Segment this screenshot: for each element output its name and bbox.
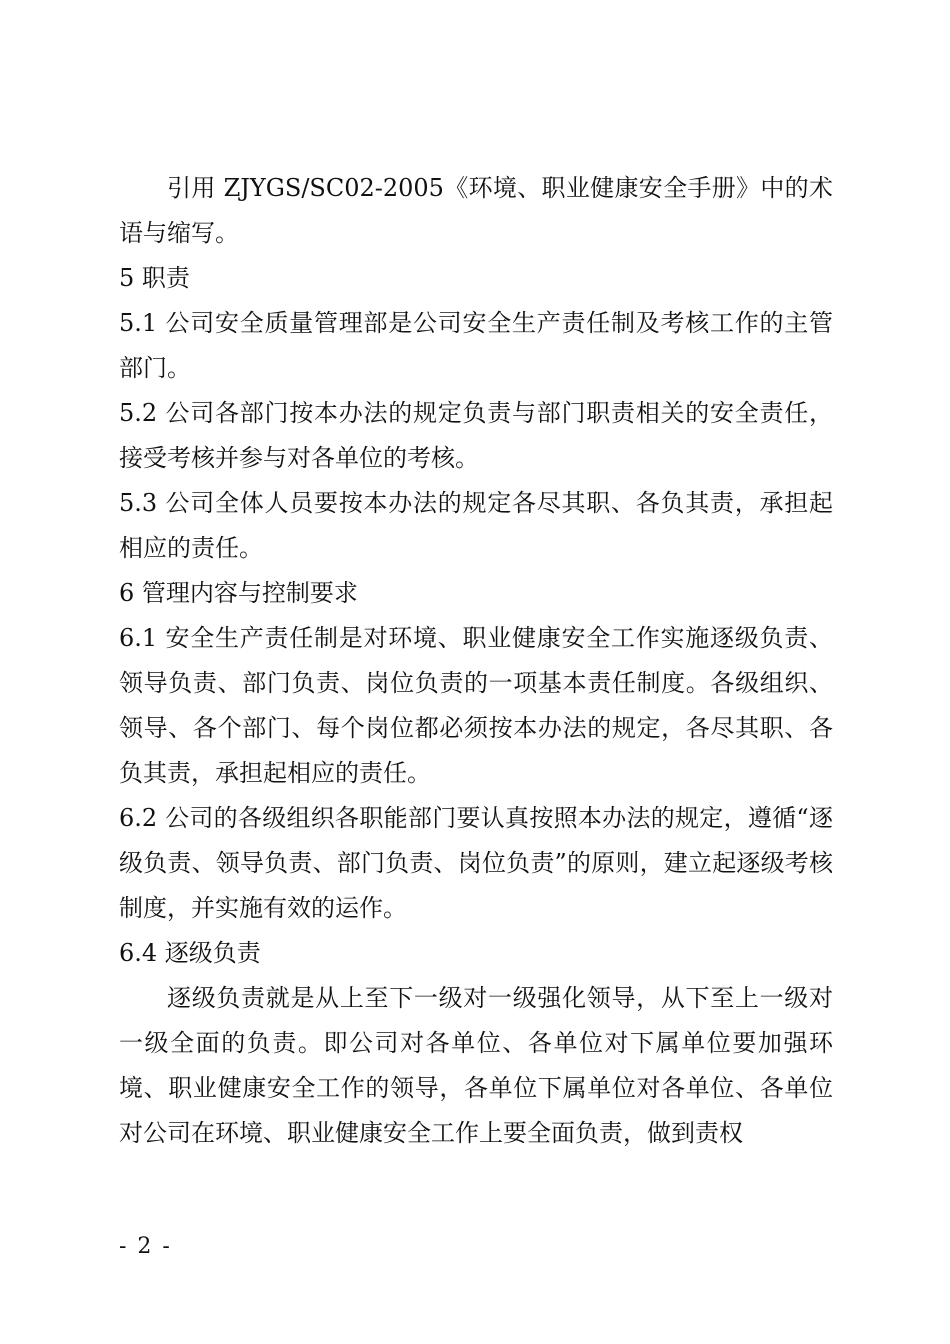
clause-5-1: 5.1 公司安全质量管理部是公司安全生产责任制及考核工作的主管部门。 — [119, 309, 833, 382]
clause-6-4-body: 逐级负责就是从上至下一级对一级强化领导，从下至上一级对一级全面的负责。即公司对各单位、各单位对下属单位要加强环境、职业健康安全工作的领导，各单位下属单位对各单位、各单位对公司在环境、职业健康安全工作上要全面负责，做到责权 — [119, 984, 833, 1147]
page-number: - 2 - — [119, 1234, 172, 1259]
clause-6-4-heading: 6.4 逐级负责 — [119, 939, 261, 967]
section-5-heading: 5 职责 — [119, 264, 190, 292]
clause-6-1: 6.1 安全生产责任制是对环境、职业健康安全工作实施逐级负责、领导负责、部门负责、岗位负责的一项基本责任制度。各级组织、领导、各个部门、每个岗位都必须按本办法的规定，各尽其职、各负其责，承担起相应的责任。 — [119, 624, 833, 787]
section-6-heading: 6 管理内容与控制要求 — [119, 579, 358, 607]
document-body — [119, 166, 833, 1156]
clause-6-2: 6.2 公司的各级组织各职能部门要认真按照本办法的规定，遵循“逐级负责、领导负责、部门负责、岗位负责”的原则，建立起逐级考核制度，并实施有效的运作。 — [119, 804, 833, 922]
clause-5-2: 5.2 公司各部门按本办法的规定负责与部门职责相关的安全责任，接受考核并参与对各单位的考核。 — [119, 399, 833, 472]
paragraph-terms-reference: 引用 ZJYGS/SC02-2005《环境、职业健康安全手册》中的术语与缩写。 — [119, 174, 833, 247]
clause-5-3: 5.3 公司全体人员要按本办法的规定各尽其职、各负其责，承担起相应的责任。 — [119, 489, 833, 562]
